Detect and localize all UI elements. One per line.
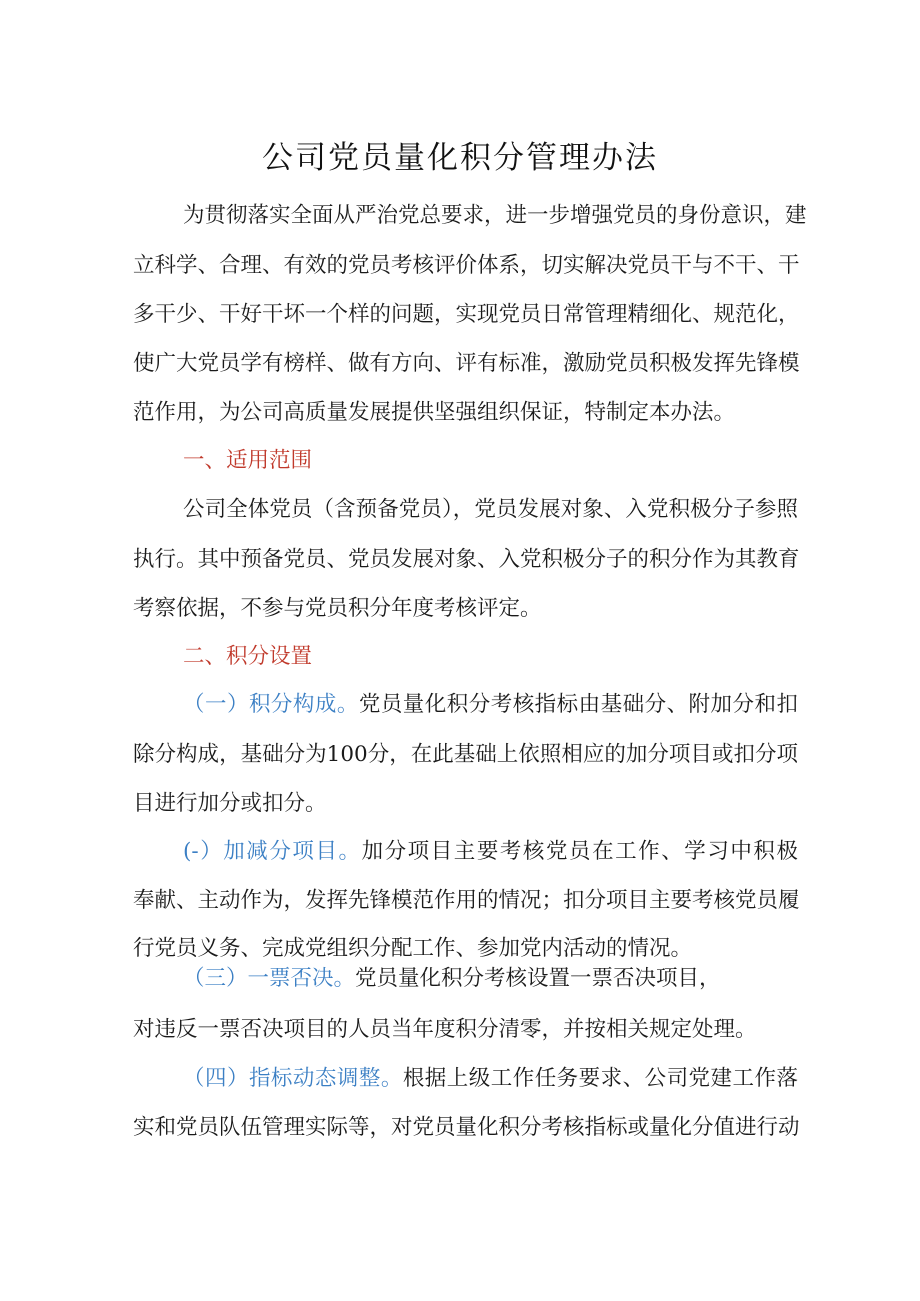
- intro-line-1: 为贯彻落实全面从严治党总要求，进一步增强党员的身份意识，建: [183, 203, 807, 228]
- intro-line-3: 多干少、干好干坏一个样的问题，实现党员日常管理精细化、规范化，: [133, 302, 800, 327]
- intro-line-2: 立科学、合理、有效的党员考核评价体系，切实解决党员干与不干、干: [133, 253, 800, 278]
- section-heading-scope: 一、适用范围: [183, 448, 313, 473]
- item4-lead: （四）指标动态调整。: [183, 1066, 403, 1091]
- item1-first: 党员量化积分考核指标由基础分、附加分和扣: [358, 692, 798, 717]
- intro-line-4: 使广大党员学有榜样、做有方向、评有标准，激励党员积极发挥先锋模: [133, 351, 800, 376]
- item2-line-1: [183, 841, 798, 863]
- item4-line-1: [183, 1068, 798, 1090]
- item1-lead: （一）积分构成。: [183, 692, 359, 717]
- document-title: 公司党员量化积分管理办法: [262, 140, 658, 176]
- item2-lead: (-）加减分项目。: [183, 839, 362, 864]
- item2-line-2: 奉献、主动作为，发挥先锋模范作用的情况；扣分项目主要考核党员履: [133, 888, 800, 913]
- item4-first: 根据上级工作任务要求、公司党建工作落: [402, 1066, 798, 1091]
- item3-lead: （三）一票否决。: [183, 966, 356, 991]
- item2-first: 加分项目主要考核党员在工作、学习中积极: [361, 839, 798, 864]
- intro-line-5: 范作用，为公司高质量发展提供坚强组织保证，特制定本办法。: [133, 400, 736, 425]
- item1-line-3: 目进行加分或扣分。: [133, 791, 327, 816]
- scope-line-3: 考察依据，不参与党员积分年度考核评定。: [133, 596, 542, 621]
- item1-line-1: [183, 694, 798, 716]
- item1-line-2: 除分构成，基础分为100分，在此基础上依照相应的加分项目或扣分项: [133, 742, 798, 767]
- scope-line-2: 执行。其中预备党员、党员发展对象、入党积极分子的积分作为其教育: [133, 547, 800, 572]
- item3-line-2: 对违反一票否决项目的人员当年度积分清零，并按相关规定处理。: [133, 1017, 757, 1042]
- item3-line-1: [183, 968, 721, 990]
- scope-line-1: 公司全体党员（含预备党员），党员发展对象、入党积极分子参照: [183, 497, 798, 522]
- item3-first: 党员量化积分考核设置一票否决项目，: [355, 966, 721, 991]
- section-heading-scoring: 二、积分设置: [183, 644, 313, 669]
- item2-line-3: 行党员义务、完成党组织分配工作、参加党内活动的情况。: [133, 936, 693, 961]
- item4-line-2: 实和党员队伍管理实际等，对党员量化积分考核指标或量化分值进行动: [133, 1115, 800, 1140]
